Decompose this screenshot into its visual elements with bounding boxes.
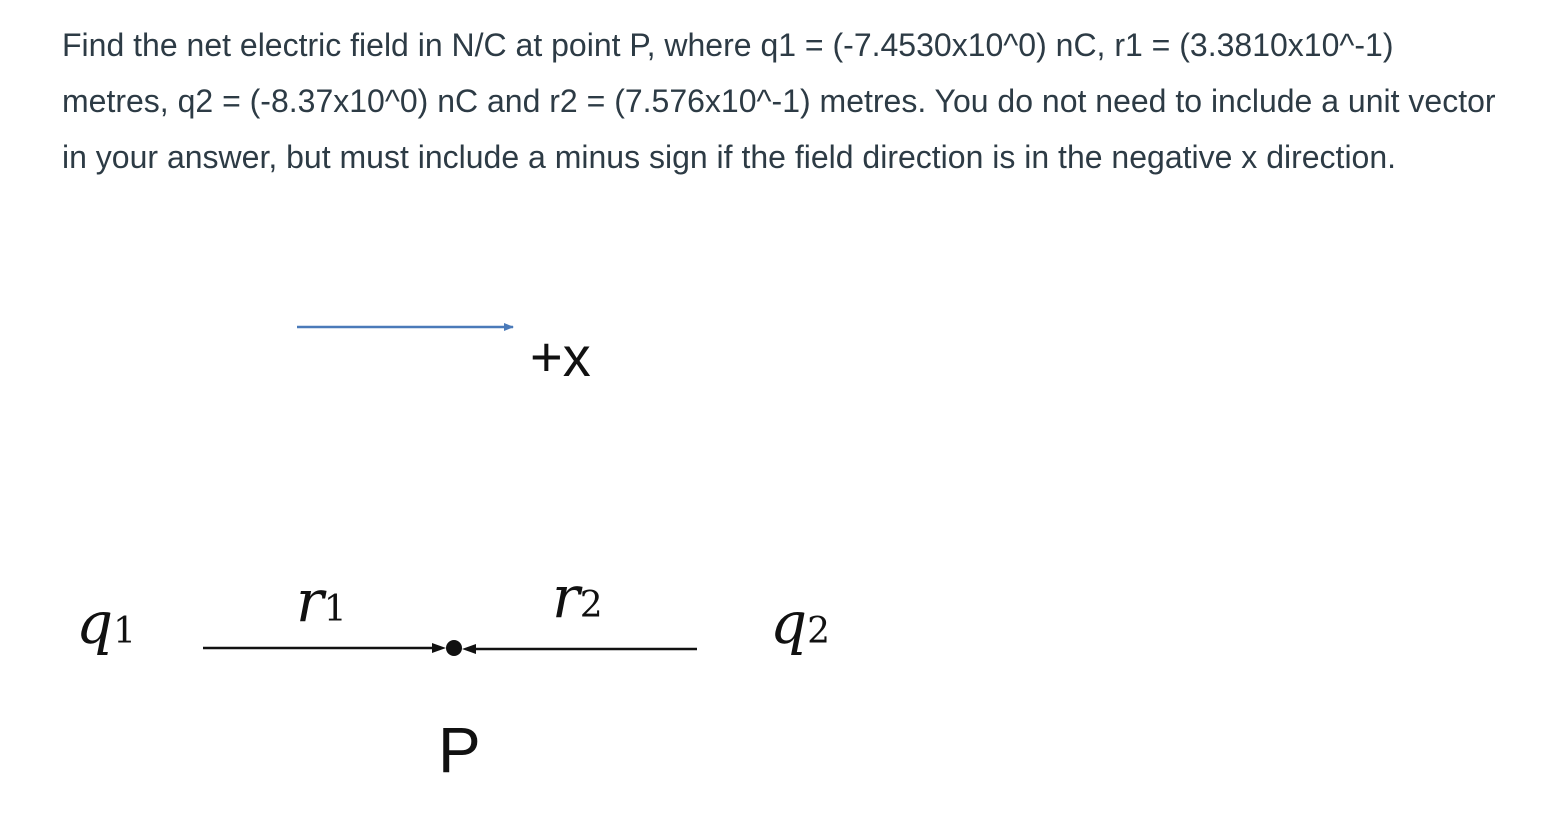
distance2-symbol: r [552, 563, 580, 631]
distance1-symbol: r [296, 567, 324, 635]
charge2-subscript: 2 [807, 611, 831, 652]
charge2-symbol: q [770, 589, 808, 657]
distance2-subscript: 2 [579, 585, 603, 626]
distance2-arrowhead [462, 644, 476, 654]
question-text: Find the net electric field in N/C at point P, where q1 = (-7.4530x10^0) nC, r1 = (3.3810x10^-1) metres, q2 = (-8.37x10^0) nC and r2 = (7.576x10^-1) metres. You do not need to include a unit vector in your answer, but must include a minus sign if the field direction is in the negative x direction. [62, 27, 1496, 175]
point-p-label: P [438, 714, 481, 786]
x-direction-label: +x [530, 325, 591, 388]
point-p-marker [446, 640, 462, 656]
distance1-subscript: 1 [323, 589, 347, 630]
distance1-arrowhead [432, 643, 446, 653]
distance2-label [552, 563, 603, 631]
charge1-label [76, 589, 136, 657]
charge1-symbol: q [76, 589, 114, 657]
distance1-label [296, 567, 347, 635]
charge2-label [770, 589, 830, 657]
charge1-subscript: 1 [113, 611, 137, 652]
